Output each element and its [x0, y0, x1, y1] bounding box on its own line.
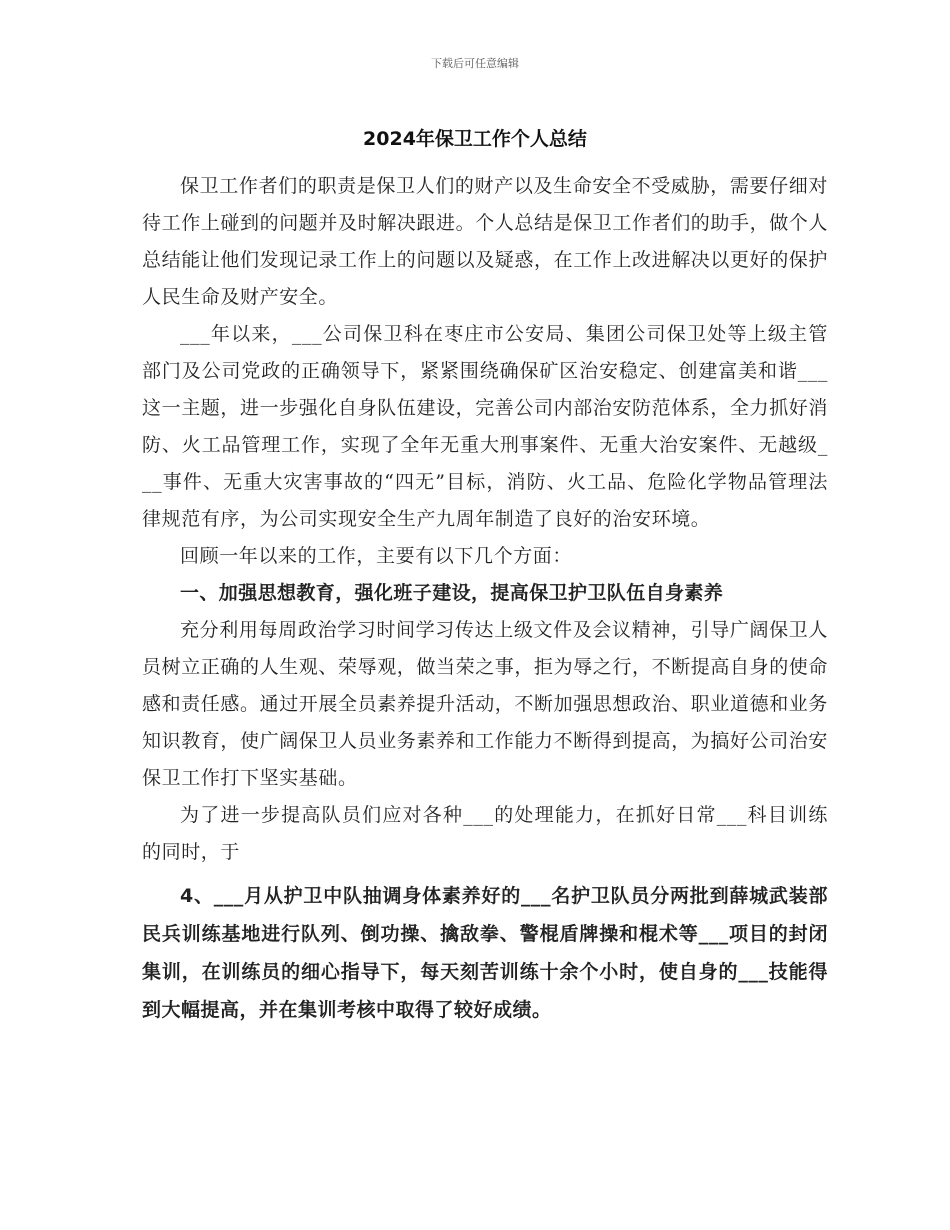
- header-note: 下载后可任意编辑: [431, 57, 519, 70]
- section-heading-1: 一、加强思想教育，强化班子建设，提高保卫护卫队伍自身素养: [180, 582, 724, 604]
- paragraph-overview: ___年以来，___公司保卫科在枣庄市公安局、集团公司保卫处等上级主管部门及公司党政的正确领导下，紧紧围绕确保矿区治安稳定、创建富美和谐___这一主题，进一步强化自身队伍建设，完善公司内部治安防范体系，全力抓好消防、火工品管理工作，实现了全年无重大刑事案件、无重大治安案件、无越级___事件、无重大灾害事故的“四无”目标，消防、火工品、危险化学物品管理法律规范有序，为公司实现安全生产九周年制造了良好的治安环境。: [142, 323, 829, 530]
- paragraph-training-intro: 为了进一步提高队员们应对各种___的处理能力，在抓好日常___科目训练的同时，于: [142, 804, 828, 863]
- paragraph-review: 回顾一年以来的工作，主要有以下几个方面：: [180, 545, 573, 567]
- document-title: 2024年保卫工作个人总结: [363, 128, 587, 150]
- paragraph-education: 充分利用每周政治学习时间学习传达上级文件及会议精神，引导广阔保卫人员树立正确的人生观、荣辱观，做当荣之事，拒为辱之行，不断提高自身的使命感和责任感。通过开展全员素养提升活动，不断加强思想政治、职业道德和业务知识教育，使广阔保卫人员业务素养和工作能力不断得到提高，为搞好公司治安保卫工作打下坚实基础。: [142, 619, 829, 789]
- paragraph-training-detail: 4、___月从护卫中队抽调身体素养好的___名护卫队员分两批到薛城武装部民兵训练基地进行队列、倒功操、擒敌拳、警棍盾牌操和棍术等___项目的封闭集训，在训练员的细心指导下，每天刻苦训练十余个小时，使自身的___技能得到大幅提高，并在集训考核中取得了较好成绩。: [142, 885, 828, 1021]
- paragraph-intro: 保卫工作者们的职责是保卫人们的财产以及生命安全不受威胁，需要仔细对待工作上碰到的问题并及时解决跟进。个人总结是保卫工作者们的助手，做个人总结能让他们发现记录工作上的问题以及疑惑，在工作上改进解决以更好的保护人民生命及财产安全。: [142, 175, 829, 308]
- document-body: [142, 168, 828, 1029]
